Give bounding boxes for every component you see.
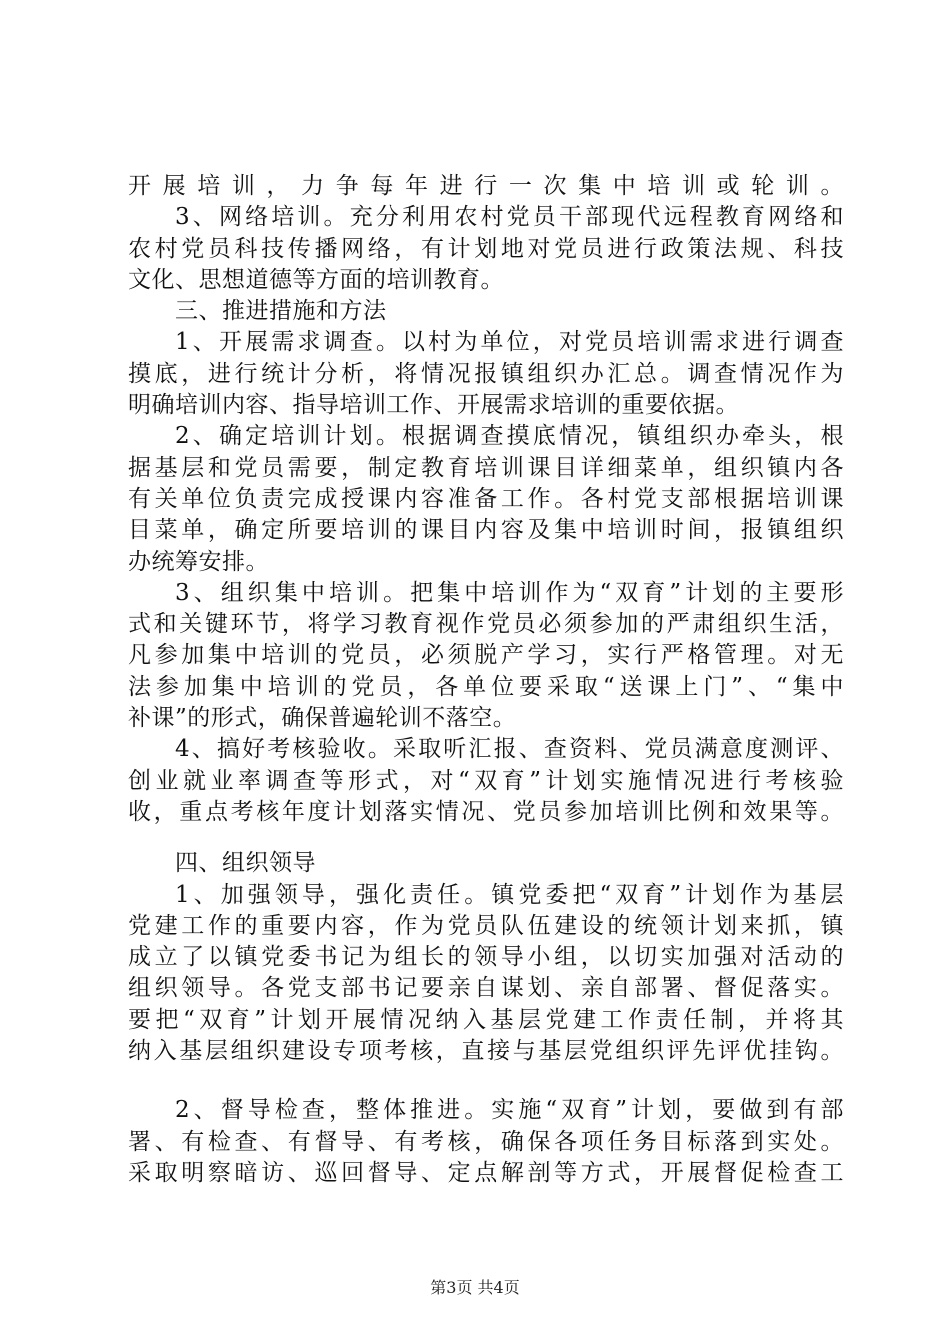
paragraph-line: 文化、思想道德等方面的培训教育。 [128,266,504,293]
paragraph-line: 要把“双育”计划开展情况纳入基层党建工作责任制，并将其 [128,1006,844,1033]
page-number-footer: 第3页 共4页 [430,1278,520,1297]
paragraph-line: 开展培训，力争每年进行一次集中培训或轮训。 [128,173,844,199]
paragraph-line: 3、组织集中培训。把集中培训作为“双育”计划的主要形 [175,579,844,606]
paragraph-line: 4、搞好考核验收。采取听汇报、查资料、党员满意度测评、 [175,736,844,763]
paragraph-line: 法参加集中培训的党员，各单位要采取“送课上门”、“集中 [128,673,844,700]
section-heading: 三、推进措施和方法 [175,298,387,325]
paragraph-line: 摸底，进行统计分析，将情况报镇组织办汇总。调查情况作为 [128,360,844,387]
paragraph-line: 目菜单，确定所要培训的课目内容及集中培训时间，报镇组织 [128,517,844,544]
paragraph-line: 办统筹安排。 [128,548,269,575]
paragraph-line: 有关单位负责完成授课内容准备工作。各村党支部根据培训课 [128,485,844,512]
paragraph-line: 明确培训内容、指导培训工作、开展需求培训的重要依据。 [128,392,739,419]
paragraph-line: 农村党员科技传播网络，有计划地对党员进行政策法规、科技 [128,235,844,262]
paragraph-line: 凡参加集中培训的党员，必须脱产学习，实行严格管理。对无 [128,642,844,669]
paragraph-line: 1、开展需求调查。以村为单位，对党员培训需求进行调查 [175,329,844,356]
paragraph-line: 署、有检查、有督导、有考核，确保各项任务目标落到实处。 [128,1128,844,1155]
document-body [128,171,844,1189]
paragraph-line: 据基层和党员需要，制定教育培训课目详细菜单，组织镇内各 [128,454,844,481]
paragraph-line: 2、督导检查，整体推进。实施“双育”计划，要做到有部 [175,1097,844,1124]
paragraph-line: 成立了以镇党委书记为组长的领导小组，以切实加强对活动的 [128,944,844,971]
paragraph-line: 采取明察暗访、巡回督导、定点解剖等方式，开展督促检查工 [128,1159,844,1186]
paragraph-line: 3、网络培训。充分利用农村党员干部现代远程教育网络和 [175,204,844,231]
paragraph-line: 创业就业率调查等形式，对“双育”计划实施情况进行考核验 [128,767,844,794]
section-heading: 四、组织领导 [175,850,316,877]
paragraph-line: 1、加强领导，强化责任。镇党委把“双育”计划作为基层 [175,881,844,908]
paragraph-line: 2、确定培训计划。根据调查摸底情况，镇组织办牵头，根 [175,423,844,450]
paragraph-line: 收，重点考核年度计划落实情况、党员参加培训比例和效果等。 [128,798,844,825]
paragraph-line: 式和关键环节，将学习教育视作党员必须参加的严肃组织生活， [128,611,844,638]
paragraph-line: 组织领导。各党支部书记要亲自谋划、亲自部署、督促落实。 [128,975,844,1002]
paragraph-line: 纳入基层组织建设专项考核，直接与基层党组织评先评优挂钩。 [128,1038,844,1065]
paragraph-line: 党建工作的重要内容，作为党员队伍建设的统领计划来抓，镇 [128,912,844,939]
paragraph-line: 补课”的形式，确保普遍轮训不落空。 [128,705,517,732]
